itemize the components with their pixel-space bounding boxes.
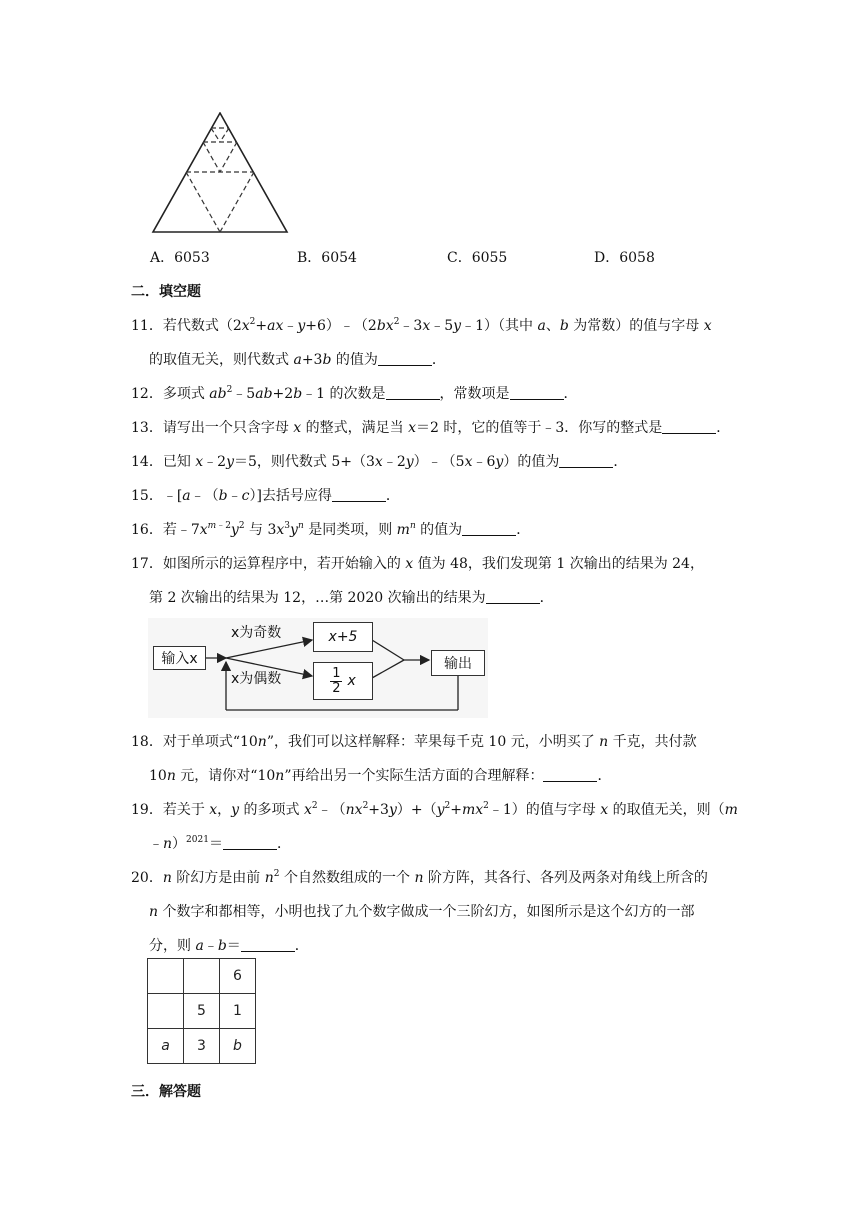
answer-blank[interactable] bbox=[241, 939, 295, 952]
question-20-line-2: n 个数字和都相等，小明也找了九个数字做成一个三阶幻方，如图所示是这个幻方的一部 bbox=[149, 904, 695, 920]
section-title-fill-in: 二．填空题 bbox=[131, 284, 201, 300]
section-title-solutions: 三．解答题 bbox=[131, 1084, 201, 1100]
magic-cell bbox=[148, 959, 184, 994]
flowchart-input-box: 输入x bbox=[153, 646, 206, 670]
question-19-line-1: 19．若关于 x，y 的多项式 $x^2﹣(nx^2+3y)+(y^2+mx^2﹣1)$的值与字母 x 的取值无关，则（m bbox=[131, 801, 738, 818]
question-14: 14．已知 x﹣2y＝5，则代数式 5+（3x﹣2y）﹣（5x﹣6y）的值为 ． bbox=[131, 454, 628, 470]
answer-blank[interactable] bbox=[378, 353, 432, 366]
magic-cell: a bbox=[148, 1029, 184, 1064]
magic-cell: 3 bbox=[184, 1029, 220, 1064]
question-17-line-2: 第 2 次输出的结果为 12，…第 2020 次输出的结果为 ． bbox=[149, 590, 554, 606]
question-20-line-1: 20．n 阶幻方是由前 $n^2$ 个自然数组成的一个 n 阶方阵，其各行、各列及两条对角线上所含的 bbox=[131, 869, 708, 886]
magic-cell: 1 bbox=[220, 994, 256, 1029]
magic-cell bbox=[184, 959, 220, 994]
option-b: B．6054 bbox=[297, 250, 357, 266]
flowchart-even-box bbox=[313, 662, 373, 700]
magic-cell: 5 bbox=[184, 994, 220, 1029]
question-11-line-2: 的取值无关，则代数式 a+3b 的值为 ． bbox=[149, 352, 446, 368]
fraction-denominator: 2 bbox=[332, 680, 341, 696]
question-12: 12．多项式 $ab^2﹣5ab+2b﹣1$ 的次数是 ，常数项是 ． bbox=[131, 385, 578, 402]
question-13: 13．请写出一个只含字母 x 的整式，满足当 x＝2 时，它的值等于﹣3．你写的整式是 ． bbox=[131, 420, 731, 436]
answer-blank[interactable] bbox=[332, 489, 386, 502]
answer-blank[interactable] bbox=[510, 387, 564, 400]
answer-blank[interactable] bbox=[386, 387, 440, 400]
question-17-line-1: 17．如图所示的运算程序中，若开始输入的 x 值为 48，我们发现第 1 次输出的结果为 24， bbox=[131, 556, 704, 572]
magic-cell: 6 bbox=[220, 959, 256, 994]
option-a: A．6053 bbox=[150, 250, 210, 266]
question-11-line-1: 11．若代数式$(2x^2+ax﹣y+6)﹣(2bx^2﹣3x﹣5y﹣1)$（其中 a、b 为常数）的值与字母 x bbox=[131, 317, 712, 334]
answer-blank[interactable] bbox=[462, 523, 516, 536]
flowchart-odd-label: x为奇数 bbox=[231, 625, 282, 641]
answer-blank[interactable] bbox=[486, 591, 540, 604]
flowchart-even-label: x为偶数 bbox=[231, 671, 282, 687]
option-c: C．6055 bbox=[447, 250, 508, 266]
answer-blank[interactable] bbox=[559, 455, 613, 468]
question-16: 16．若$﹣7x^{m﹣2}y^2$ 与 $3x^3y^n$ 是同类项，则 $m^n$ 的值为 ． bbox=[131, 521, 531, 538]
flowchart-output-box: 输出 bbox=[431, 650, 485, 676]
option-d: D．6058 bbox=[594, 250, 655, 266]
answer-blank[interactable] bbox=[662, 421, 716, 434]
question-15: 15．﹣[a﹣（b﹣c）]去括号应得 ． bbox=[131, 488, 400, 504]
triangle-figure bbox=[150, 112, 290, 234]
question-18-line-1: 18．对于单项式“10n”，我们可以这样解释：苹果每千克 10 元，小明买了 n 千克，共付款 bbox=[131, 734, 697, 750]
magic-cell bbox=[148, 994, 184, 1029]
flowchart-odd-box: x+5 bbox=[313, 622, 373, 652]
question-18-line-2: 10n 元，请你对“10n”再给出另一个实际生活方面的合理解释： ． bbox=[149, 768, 612, 784]
answer-blank[interactable] bbox=[223, 837, 277, 850]
fraction-numerator: 1 bbox=[332, 665, 341, 681]
question-19-line-2: ﹣n）$^{2021}$＝ ． bbox=[149, 835, 291, 852]
question-20-line-3: 分，则 a﹣b＝ ． bbox=[149, 938, 309, 954]
fraction-variable: x bbox=[347, 673, 356, 689]
magic-square bbox=[147, 958, 256, 1064]
magic-cell: b bbox=[220, 1029, 256, 1064]
answer-blank[interactable] bbox=[543, 769, 597, 782]
